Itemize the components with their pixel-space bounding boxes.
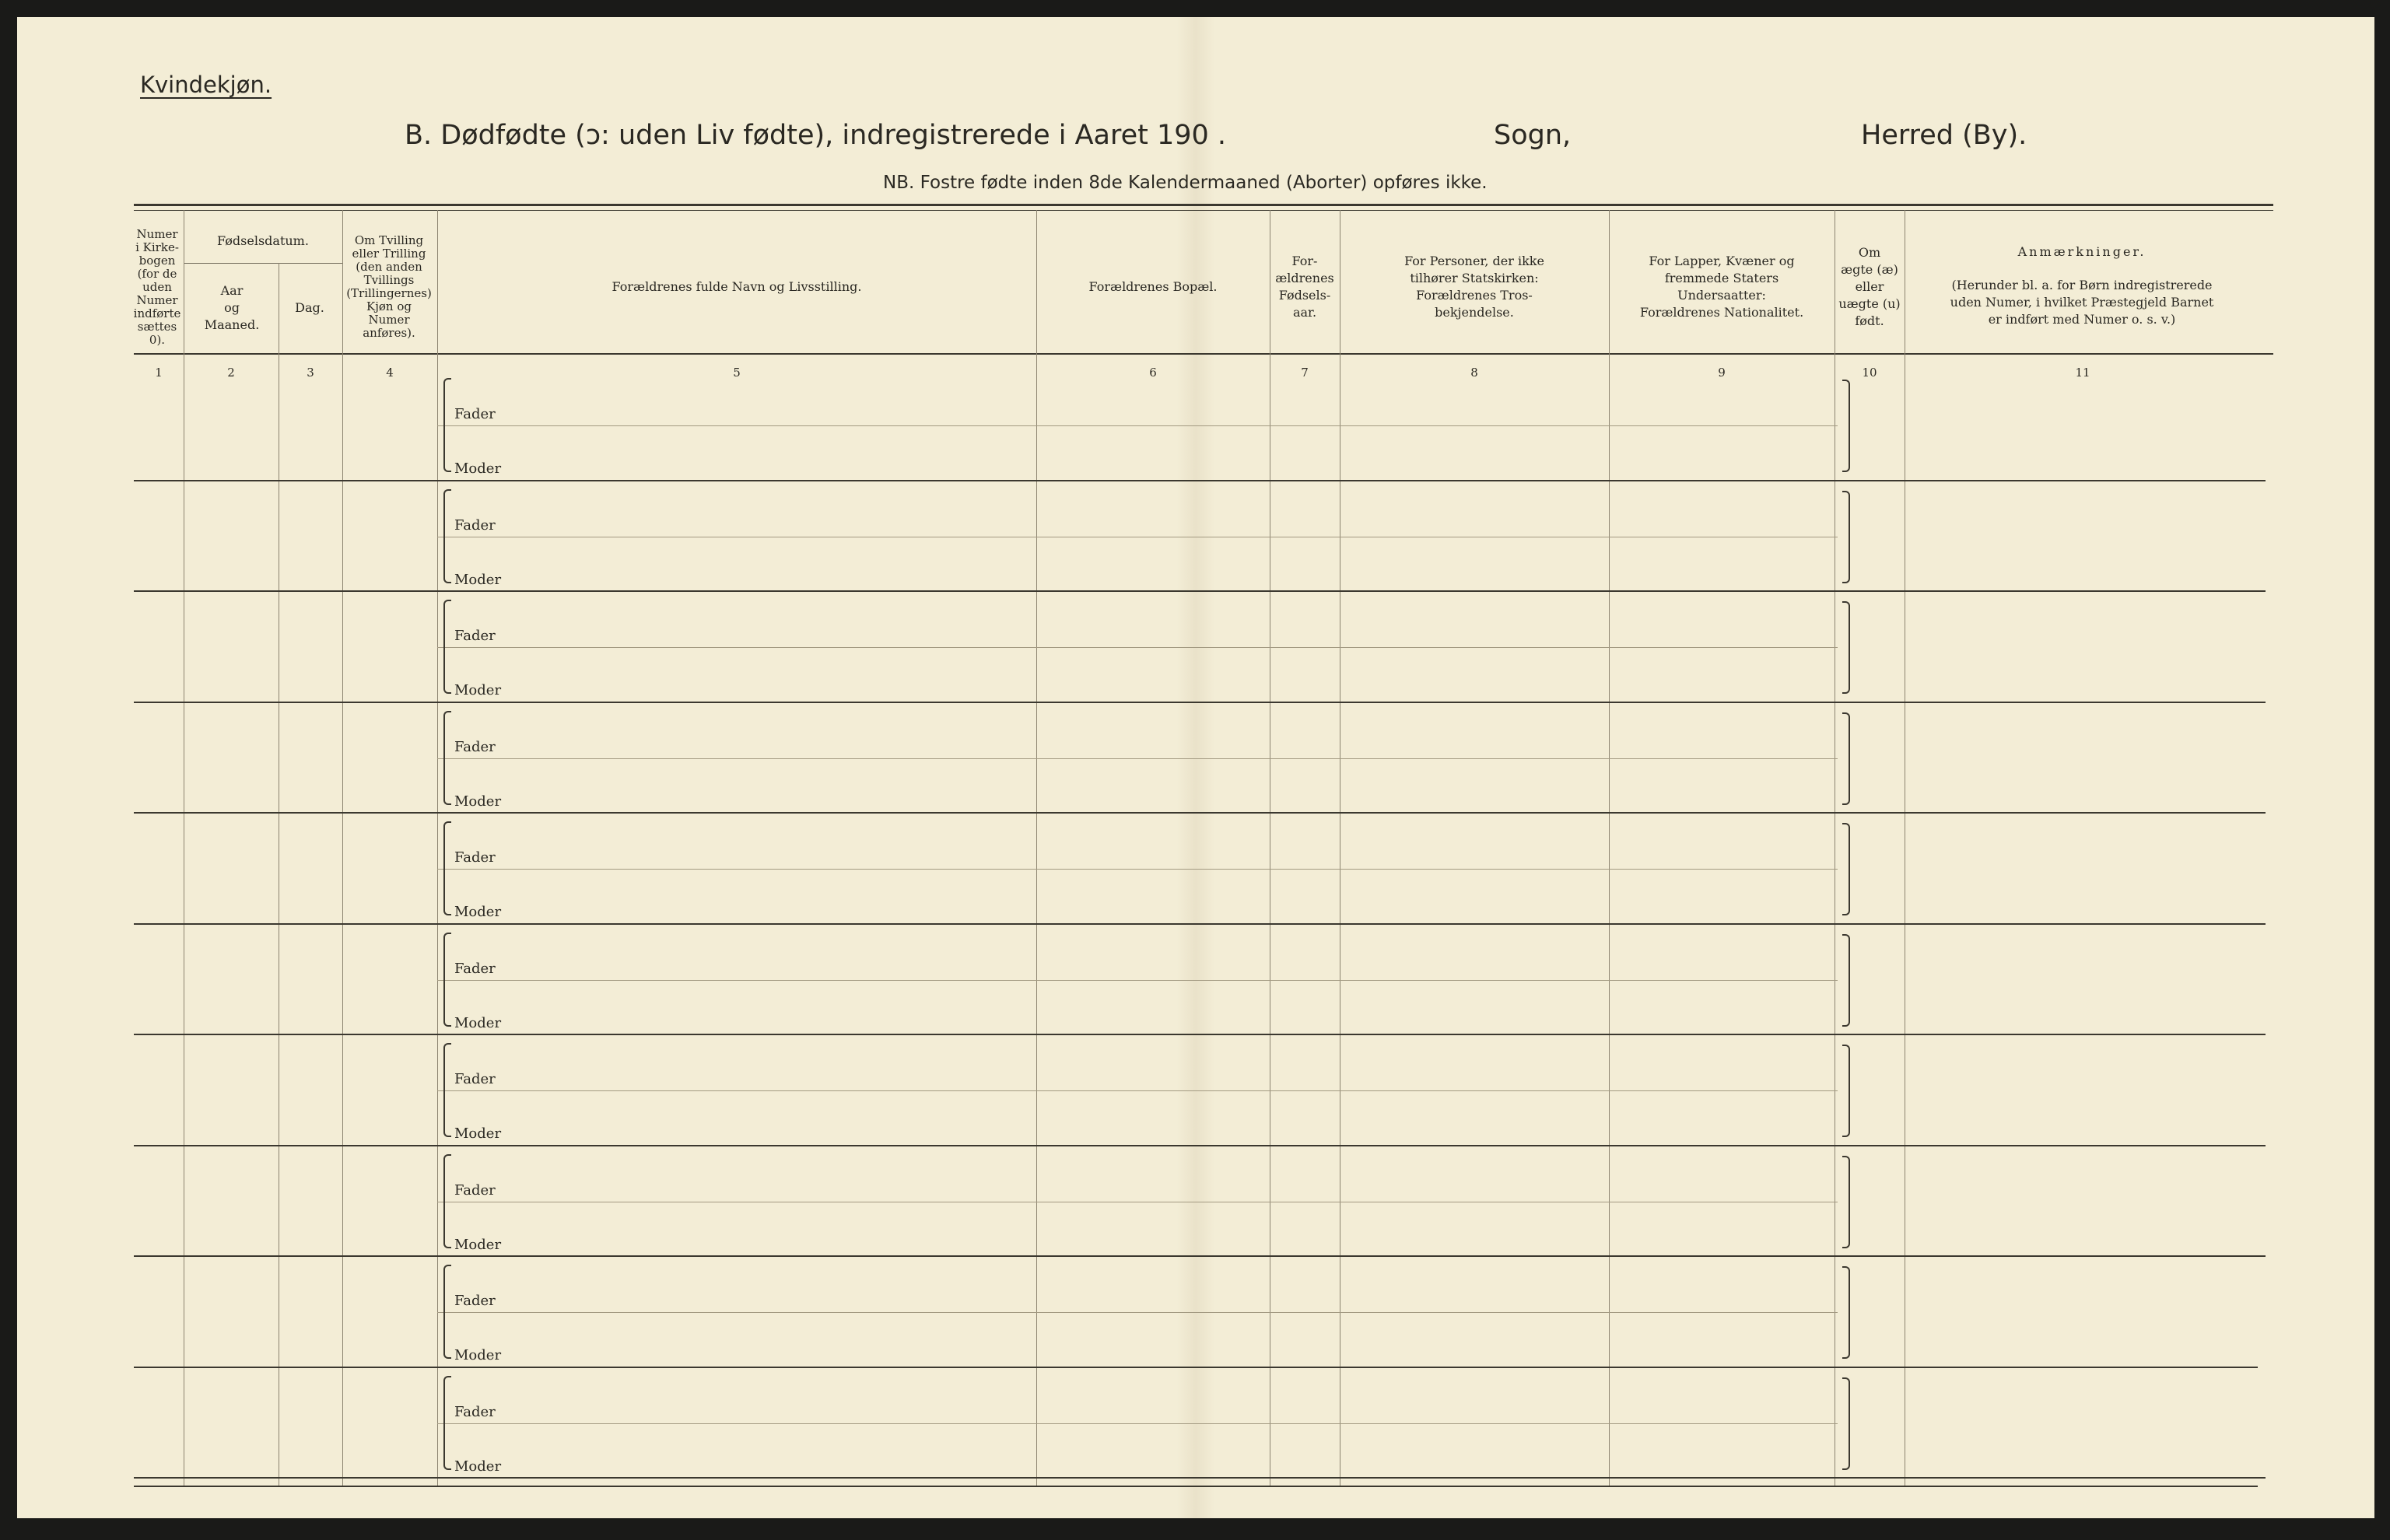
row-separator [134,1477,2266,1479]
column-number: 5 [733,366,741,380]
row-bracket-left [443,1376,451,1470]
col10-header: Om ægte (æ) eller uægte (u) født. [1838,245,1901,328]
row-separator [134,1255,2266,1257]
column-divider [1609,210,1610,1486]
father-label: Fader [454,961,496,977]
parent-separator [437,425,1838,426]
col11-header-title: Anmærkninger. [2017,244,2146,259]
mother-label: Moder [454,793,502,810]
row-separator [134,1367,2258,1368]
row-bracket-right [1842,491,1850,583]
row-bracket-right [1842,1266,1850,1359]
row-bracket-right [1842,1377,1850,1470]
col2-header: Aar og Maaned. [204,283,260,332]
mother-label: Moder [454,1015,502,1031]
row-bracket-left [443,821,451,915]
col3-header: Dag. [295,300,324,315]
father-label: Fader [454,1404,496,1420]
row-bracket-left [443,489,451,583]
column-headers [17,17,2374,1518]
mother-label: Moder [454,460,502,477]
register-form-sheet [17,17,2374,1518]
top-rule [134,204,2273,206]
header-bottom-rule [134,353,2273,355]
father-label: Fader [454,1071,496,1087]
column-divider [342,210,343,1486]
mother-label: Moder [454,1125,502,1142]
bottom-rule [134,1486,2258,1487]
parent-separator [437,758,1838,759]
column-number: 11 [2075,366,2090,380]
father-label: Fader [454,406,496,422]
column-number: 7 [1301,366,1309,380]
top-rule-thin [134,210,2273,211]
column-number: 9 [1718,366,1726,380]
father-label: Fader [454,1182,496,1199]
parent-separator [437,647,1838,648]
row-bracket-left [443,1154,451,1248]
row-bracket-right [1842,380,1850,472]
col6-header: Forældrenes Bopæl. [1088,279,1218,294]
column-number: 1 [155,366,163,380]
parent-separator [437,1423,1838,1424]
row-bracket-right [1842,712,1850,805]
row-separator [134,923,2266,925]
row-bracket-right [1842,1045,1850,1137]
col11-header: (Herunder bl. a. for Børn indregistrerede uden Numer, i hvilket Præstegjeld Barnet er indført med Numer o. s. v.) [1950,278,2214,327]
row-separator [134,812,2266,814]
row-bracket-left [443,711,451,805]
col7-header: For- ældrenes Fødsels- aar. [1275,254,1334,320]
birthdate-group-header: Fødselsdatum. [217,233,309,248]
row-separator [134,702,2266,703]
father-label: Fader [454,849,496,866]
mother-label: Moder [454,572,502,588]
form-title: B. Dødfødte (ɔ: uden Liv fødte), indregistrerede i Aaret 190 . [405,120,1227,151]
column-number: 2 [227,366,235,380]
father-label: Fader [454,517,496,534]
mother-label: Moder [454,904,502,920]
column-number: 3 [307,366,314,380]
col4-header: Om Tvilling eller Trilling (den anden Tvillings (Trillingernes) Kjøn og Numer anføres). [346,233,432,340]
row-bracket-left [443,1043,451,1137]
row-separator [134,590,2266,592]
row-bracket-left [443,933,451,1027]
title-herred: Herred (By). [1861,120,2027,151]
column-number: 10 [1862,366,1877,380]
col5-header: Forældrenes fulde Navn og Livsstilling. [612,279,862,294]
nb-note: NB. Fostre fødte inden 8de Kalendermaaned (Aborter) opføres ikke. [883,173,1488,193]
parent-separator [437,980,1838,981]
mother-label: Moder [454,1237,502,1253]
row-bracket-right [1842,934,1850,1027]
row-bracket-left [443,600,451,694]
col1-header: Numer i Kirke- bogen (for de uden Numer indførte sættes 0). [133,226,181,347]
mother-label: Moder [454,1347,502,1363]
column-number: 8 [1470,366,1478,380]
title-sogn: Sogn, [1494,120,1572,151]
row-separator [134,1034,2266,1035]
father-label: Fader [454,1293,496,1309]
row-bracket-left [443,1265,451,1359]
parent-separator [437,1090,1838,1091]
row-separator [134,480,2266,481]
parent-separator [437,1312,1838,1313]
row-bracket-left [443,378,451,472]
father-label: Fader [454,739,496,755]
row-bracket-right [1842,601,1850,694]
col8-header: For Personer, der ikke tilhører Statskirken: Forældrenes Tros- bekjendelse. [1404,254,1544,320]
column-divider [1036,210,1037,1486]
column-divider [437,210,438,1486]
row-separator [134,1145,2266,1146]
column-number: 6 [1149,366,1157,380]
row-bracket-right [1842,1156,1850,1248]
birthdate-group-rule [184,263,342,264]
mother-label: Moder [454,682,502,698]
father-label: Fader [454,628,496,644]
mother-label: Moder [454,1458,502,1475]
parent-separator [437,869,1838,870]
column-number: 4 [386,366,394,380]
row-bracket-right [1842,823,1850,915]
gender-heading: Kvindekjøn. [140,72,272,98]
col9-header: For Lapper, Kvæner og fremmede Staters Undersaatter: Forældrenes Nationalitet. [1639,254,1804,320]
